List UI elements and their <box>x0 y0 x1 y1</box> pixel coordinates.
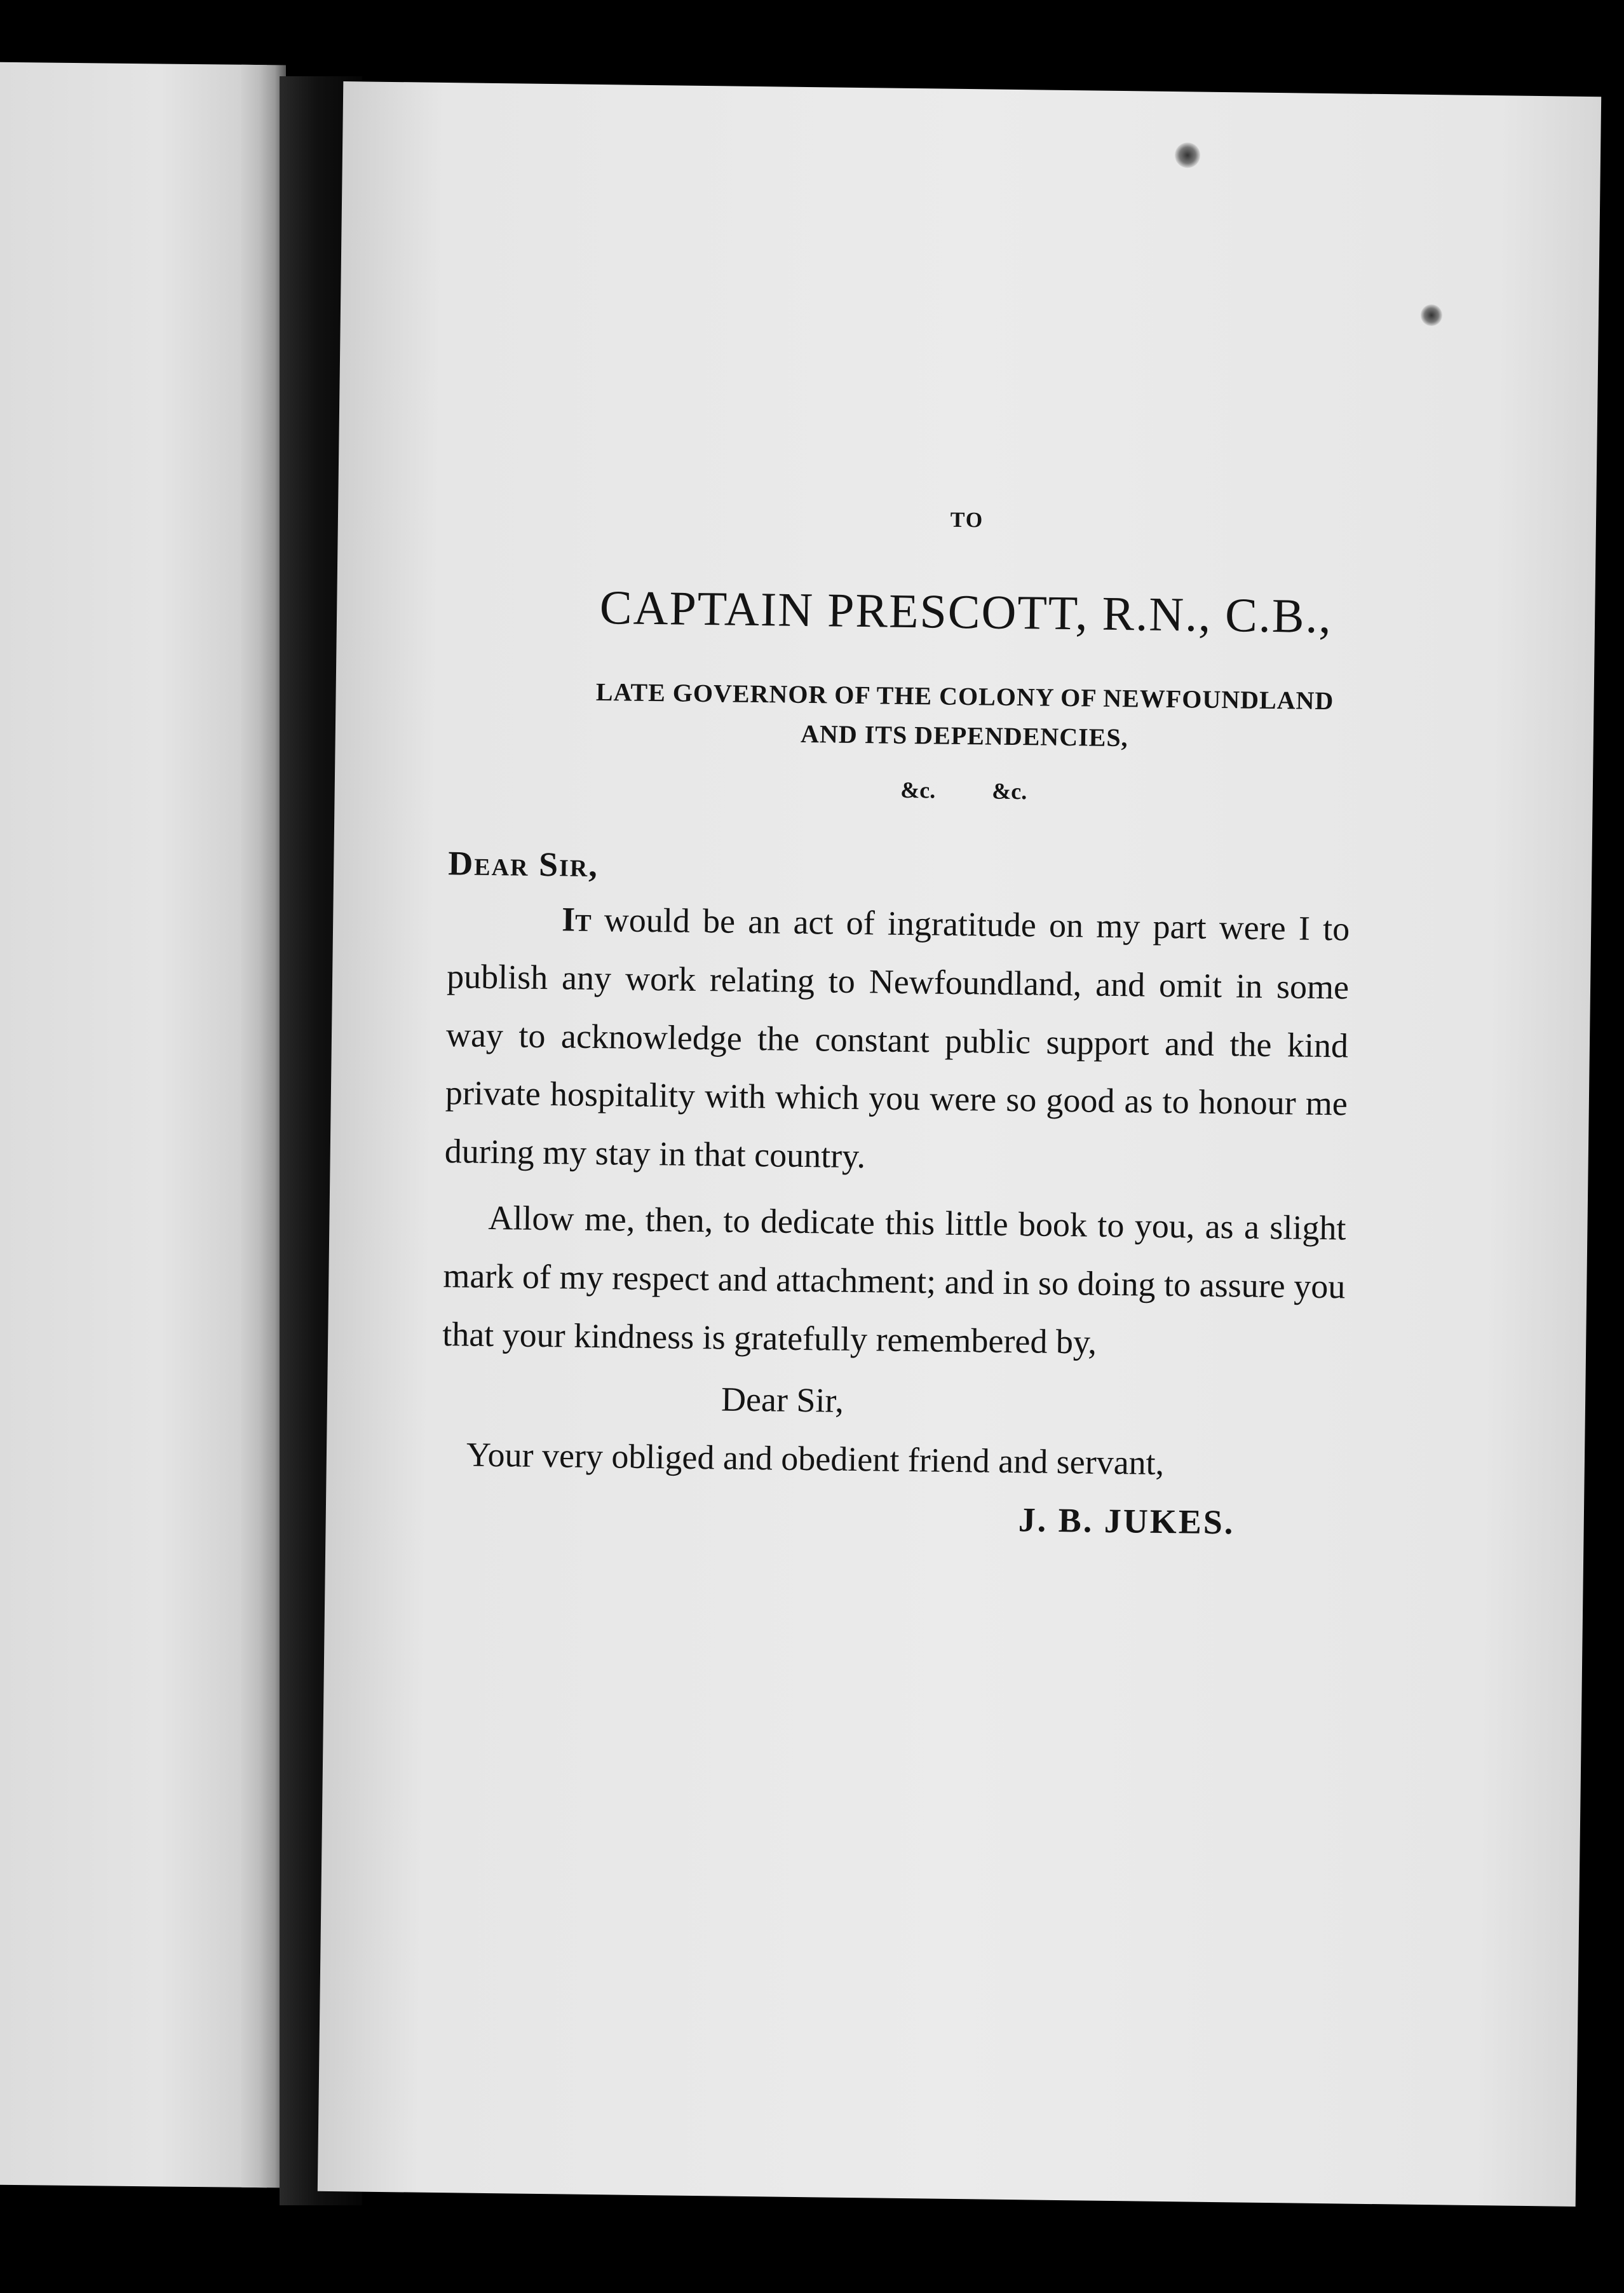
dedicatee-title-line-1: LATE GOVERNOR OF THE COLONY OF NEWFOUNDLAND <box>595 677 1334 716</box>
dedicatee-title-line-2: AND ITS DEPENDENCIES, <box>800 719 1128 752</box>
letter-paragraph-2: Allow me, then, to dedicate this little book to you, as a slight mark of my respect and attachment; and in so doing to assure you that your kindness is gratefully remembered by, <box>442 1198 1346 1361</box>
paper-spot <box>1175 142 1200 168</box>
closing-line: Your very obliged and obedient friend and servant, <box>466 1435 1165 1483</box>
paragraph-lead-word: It <box>561 900 592 939</box>
letter-closing <box>440 1367 1344 1553</box>
letter-salutation: Dear Sir, <box>447 844 599 885</box>
signature: J. B. JUKES. <box>1018 1500 1235 1542</box>
dedicatee-name: CAPTAIN PRESCOTT, R.N., C.B., <box>599 581 1333 644</box>
paper-spot <box>1421 304 1442 326</box>
facing-page <box>0 62 267 2188</box>
dedicatee-title <box>577 672 1353 761</box>
dedication-page <box>318 81 1601 2207</box>
letter-paragraph-1 <box>444 889 1350 1192</box>
closing-salutation: Dear Sir, <box>721 1380 844 1420</box>
paragraph-1-text: would be an act of ingratitude on my part were I to publish any work relating to Newfoundland, and omit in some way to acknowledge the constant public support and the kind private hospitality with which you were so good as to honour me during my stay in that country. <box>444 900 1350 1176</box>
et-cetera: &c. &c. <box>900 777 1027 805</box>
dedication-text <box>440 502 1355 1553</box>
dedication-to: TO <box>950 508 984 533</box>
